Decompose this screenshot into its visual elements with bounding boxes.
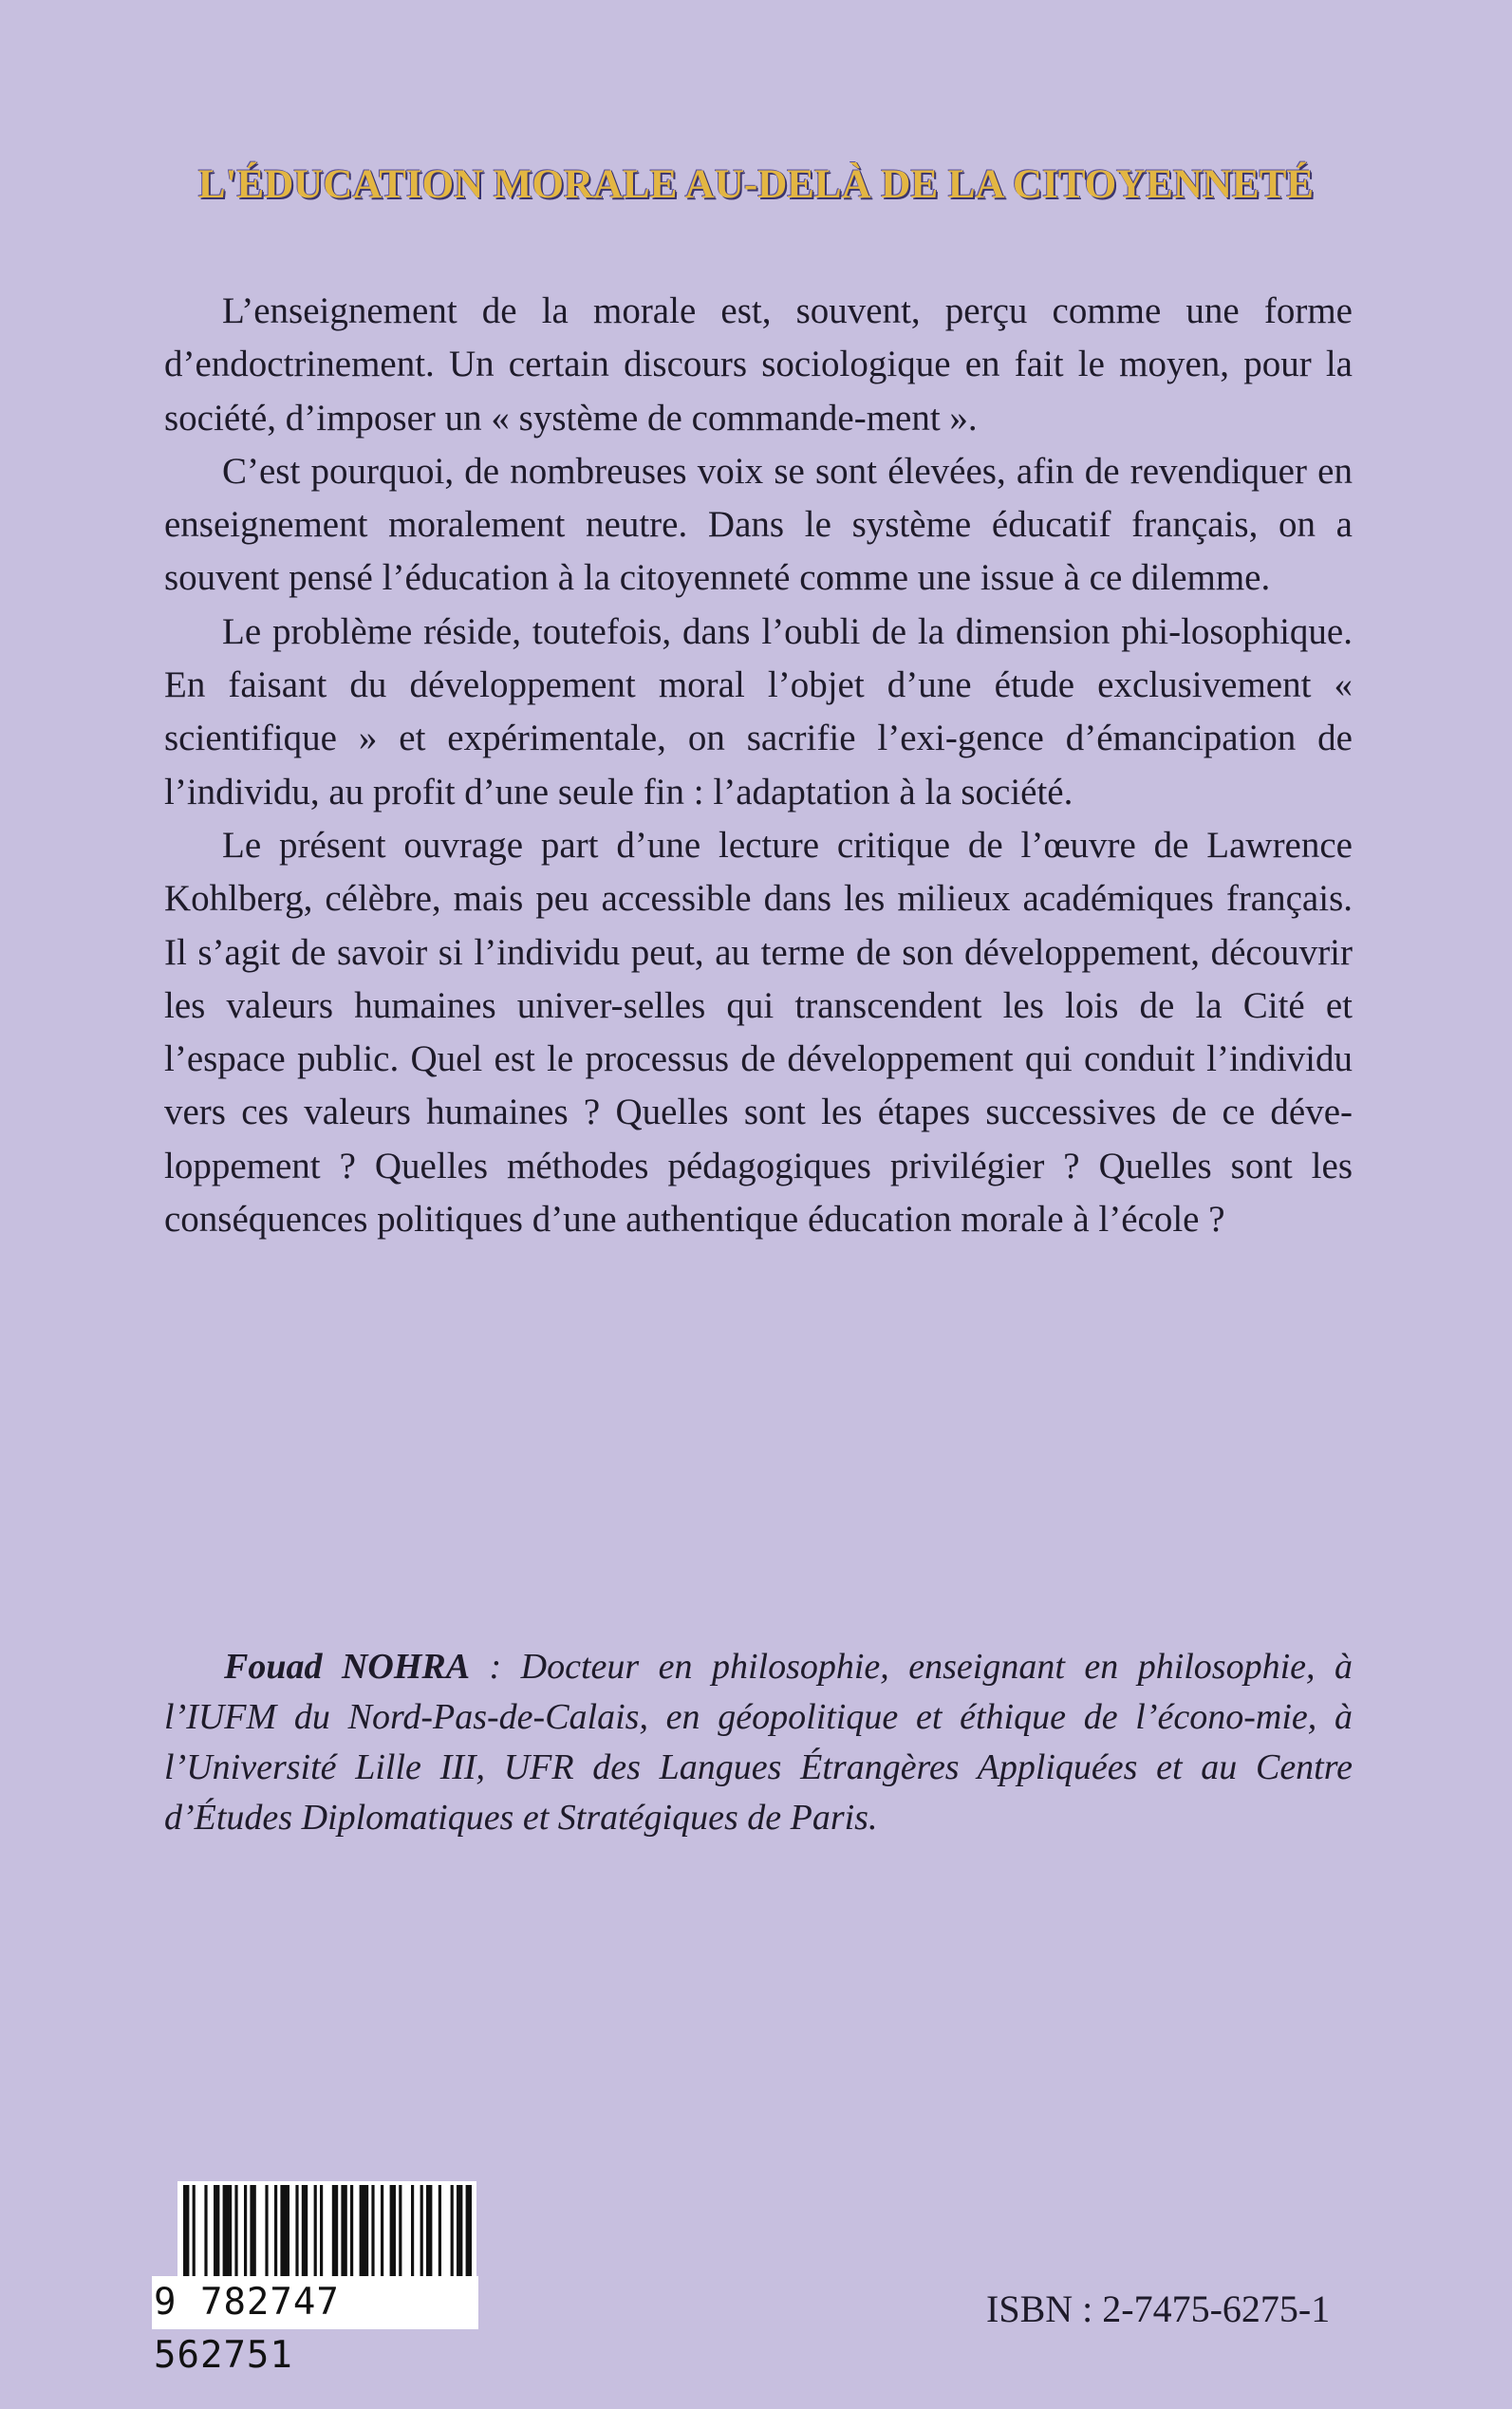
summary-paragraph-2: C’est pourquoi, de nombreuses voix se sont élevées, afin de revendiquer en enseignement moralement neutre. Dans le système éducatif français, on a souvent pensé l’éducation à la citoyenneté comme une issue à ce dilemme. <box>164 450 1353 599</box>
barcode-digits: 9 782747 562751 <box>152 2276 478 2329</box>
summary-paragraph-4: Le présent ouvrage part d’une lecture critique de l’œuvre de Lawrence Kohlberg, célèbre, mais peu accessible dans les milieux académiques français. Il s’agit de savoir si l’individu peut, au terme de son développement, découvrir les valeurs humaines univer-selles qui transcendent les lois de la Cité et l’espace public. Quel est le processus de développement qui conduit l’individu vers ces valeurs humaines ? Quelles sont les étapes successives de ce déve-loppement ? Quelles méthodes pédagogiques privilégier ? Quelles sont les conséquences politiques d’une authentique éducation morale à l’école ? <box>164 824 1353 1241</box>
book-title: L'ÉDUCATION MORALE AU-DELÀ DE LA CITOYENNETÉ <box>197 162 1315 207</box>
author-bio-text: : Docteur en philosophie, enseignant en philosophie, à l’IUFM du Nord-Pas-de-Calais, en géopolitique et éthique de l’écono-mie, à l’Université Lille III, UFR des Langues Étrangères Appliquées et au Centre d’Études Diplomatiques et Stratégiques de Paris. <box>164 1647 1353 1838</box>
author-bio-paragraph <box>164 1642 1353 1843</box>
isbn: ISBN : 2-7475-6275-1 <box>986 2288 1331 2330</box>
author-name: Fouad NOHRA <box>224 1647 471 1687</box>
author-bio <box>164 1642 1353 1843</box>
summary-text <box>164 285 1353 1246</box>
summary-paragraph-3: Le problème réside, toutefois, dans l’oubli de la dimension phi-losophique. En faisant du développement moral l’objet d’une étude exclusivement « scientifique » et expérimentale, on sacrifie l’exi-gence d’émancipation de l’individu, au profit d’une seule fin : l’adaptation à la société. <box>164 610 1353 812</box>
summary-paragraph-1: L’enseignement de la morale est, souvent, perçu comme une forme d’endoctrinement. Un certain discours sociologique en fait le moyen, pour la société, d’imposer un « système de commande-ment ». <box>164 290 1353 439</box>
